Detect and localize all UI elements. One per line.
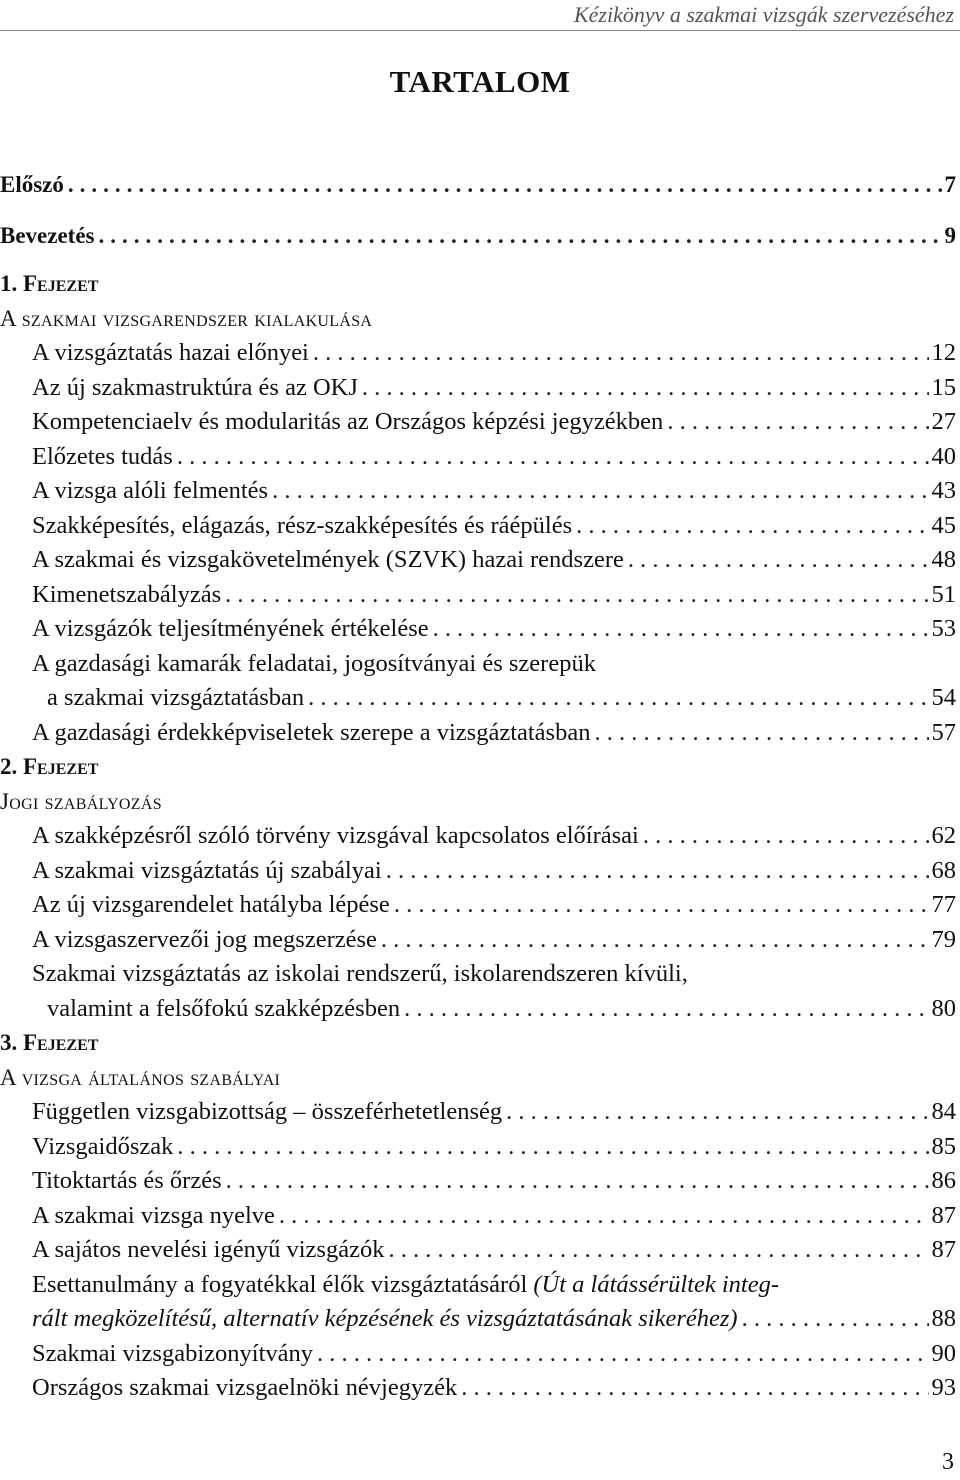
toc-entry[interactable] bbox=[0, 578, 956, 613]
toc-entry[interactable] bbox=[0, 371, 956, 406]
toc-entry-page: 86 bbox=[931, 1167, 956, 1194]
toc-entry-label-part: Esettanulmány a fogyatékkal élők vizsgáztatásáról bbox=[32, 1270, 528, 1298]
toc-entry-label: Független vizsgabizottság – összeférhetetlenség bbox=[32, 1098, 503, 1125]
toc-entry[interactable] bbox=[0, 509, 956, 544]
toc-entry-page: 68 bbox=[931, 856, 956, 884]
toc-entry-label: a szakmai vizsgáztatásban bbox=[47, 684, 305, 711]
dot-leader bbox=[313, 336, 929, 371]
dot-leader bbox=[272, 474, 928, 509]
dot-leader bbox=[628, 543, 929, 578]
toc-entry[interactable] bbox=[0, 1302, 956, 1337]
toc-entry-page: 87 bbox=[931, 1201, 956, 1229]
page-number: 3 bbox=[942, 1449, 954, 1475]
dot-leader bbox=[279, 1199, 929, 1234]
toc-entry-page: 45 bbox=[931, 511, 956, 539]
toc-entry-label: Titoktartás és őrzés bbox=[32, 1167, 222, 1194]
toc-entry-page: 54 bbox=[931, 684, 956, 711]
toc-entry-page: 40 bbox=[931, 442, 956, 470]
toc-entry-label-line1[interactable]: Szakmai vizsgáztatás az iskolai rendszerű, iskolarendszeren kívüli, bbox=[32, 960, 688, 987]
toc-entry[interactable] bbox=[0, 543, 956, 578]
dot-leader bbox=[381, 923, 929, 958]
toc-entry[interactable] bbox=[0, 1095, 956, 1130]
toc-entry-page: 93 bbox=[931, 1374, 956, 1401]
dot-leader bbox=[667, 405, 928, 440]
toc-entry[interactable] bbox=[0, 681, 956, 716]
dot-leader bbox=[225, 578, 928, 613]
toc-entry-page: 62 bbox=[931, 822, 956, 849]
chapter-label: 3. Fejezet bbox=[0, 1030, 99, 1055]
dot-leader bbox=[461, 1371, 928, 1406]
toc-entry-page: 90 bbox=[931, 1339, 956, 1367]
dot-leader bbox=[742, 1302, 929, 1337]
toc-entry-label-line1[interactable]: A gazdasági kamarák feladatai, jogosítványai és szerepük bbox=[32, 649, 596, 677]
toc-entry-label: Kimenetszabályzás bbox=[32, 580, 222, 608]
toc-entry-label: Szakképesítés, elágazás, rész-szakképesítés és ráépülés bbox=[32, 511, 573, 539]
dot-leader bbox=[317, 1337, 929, 1372]
toc-entry-page: 7 bbox=[944, 172, 956, 197]
dot-leader bbox=[394, 888, 929, 923]
toc-entry-label: A szakképzésről szóló törvény vizsgával kapcsolatos előírásai bbox=[32, 822, 639, 849]
toc-entry-label: Bevezetés bbox=[0, 222, 95, 248]
toc-entry-page: 15 bbox=[931, 373, 956, 401]
toc-entry-page: 84 bbox=[931, 1098, 956, 1125]
dot-leader bbox=[68, 168, 942, 203]
dot-leader bbox=[594, 716, 928, 751]
toc-entry-label: Az új vizsgarendelet hatályba lépése bbox=[32, 891, 390, 918]
toc-entry-label: A szakmai vizsgáztatás új szabályai bbox=[32, 856, 382, 884]
toc-entry-label: Szakmai vizsgabizonyítvány bbox=[32, 1339, 313, 1367]
dot-leader bbox=[576, 509, 928, 544]
dot-leader bbox=[177, 440, 929, 475]
toc-entry-page: 77 bbox=[931, 891, 956, 918]
dot-leader bbox=[177, 1130, 928, 1165]
toc-entry-page: 79 bbox=[931, 925, 956, 953]
toc-entry[interactable] bbox=[0, 923, 956, 958]
page-title: TARTALOM bbox=[389, 64, 571, 99]
toc-entry[interactable] bbox=[0, 336, 956, 371]
toc-entry[interactable] bbox=[0, 1371, 956, 1406]
toc-entry[interactable] bbox=[0, 1164, 956, 1199]
toc-entry-page: 53 bbox=[931, 615, 956, 642]
toc-entry[interactable] bbox=[0, 1199, 956, 1234]
toc-entry-page: 80 bbox=[931, 994, 956, 1022]
chapter-heading: A szakmai vizsgarendszer kialakulása bbox=[0, 305, 373, 331]
toc-entry-foreword[interactable] bbox=[0, 168, 956, 203]
toc-entry-label-italic: (Út a látássérültek integ- bbox=[533, 1270, 780, 1298]
toc-entry-page: 85 bbox=[931, 1132, 956, 1160]
toc-entry[interactable] bbox=[0, 888, 956, 923]
toc-entry-label: A gazdasági érdekképviseletek szerepe a vizsgáztatásban bbox=[32, 718, 591, 746]
chapter-heading: Jogi szabályozás bbox=[0, 788, 162, 814]
chapter-label: 2. Fejezet bbox=[0, 754, 99, 779]
toc-entry[interactable] bbox=[0, 405, 956, 440]
chapter-label: 1. Fejezet bbox=[0, 271, 99, 296]
toc-entry-page: 88 bbox=[931, 1305, 956, 1332]
dot-leader bbox=[362, 371, 929, 406]
toc-entry[interactable] bbox=[0, 1337, 956, 1372]
toc-entry-page: 12 bbox=[931, 339, 956, 366]
table-of-contents bbox=[0, 168, 956, 1406]
toc-entry-label: A sajátos nevelési igényű vizsgázók bbox=[32, 1236, 385, 1263]
toc-entry-page: 87 bbox=[931, 1236, 956, 1263]
chapter-heading: A vizsga általános szabályai bbox=[0, 1064, 281, 1090]
toc-entry-label: Országos szakmai vizsgaelnöki névjegyzék bbox=[32, 1374, 458, 1401]
toc-entry-label: A szakmai vizsga nyelve bbox=[32, 1201, 275, 1229]
toc-entry-label: A vizsgáztatás hazai előnyei bbox=[32, 339, 309, 366]
dot-leader bbox=[643, 819, 929, 854]
toc-entry[interactable] bbox=[0, 992, 956, 1027]
toc-entry-page: 27 bbox=[931, 408, 956, 435]
dot-leader bbox=[404, 992, 928, 1027]
toc-entry-page: 48 bbox=[931, 546, 956, 573]
toc-entry-page: 57 bbox=[931, 718, 956, 746]
toc-entry-label: Az új szakmastruktúra és az OKJ bbox=[32, 373, 358, 401]
dot-leader bbox=[433, 612, 929, 647]
header-rule bbox=[0, 30, 960, 31]
toc-entry-label: Kompetenciaelv és modularitás az Országos képzési jegyzékben bbox=[32, 408, 664, 435]
toc-entry-label: A szakmai és vizsgakövetelmények (SZVK) hazai rendszere bbox=[32, 546, 624, 573]
dot-leader bbox=[388, 1233, 928, 1268]
toc-entry-introduction[interactable] bbox=[0, 219, 956, 254]
toc-entry-label: Előszó bbox=[0, 172, 64, 197]
toc-entry-label: valamint a felsőfokú szakképzésben bbox=[47, 994, 401, 1022]
toc-entry-page: 51 bbox=[931, 580, 956, 608]
toc-entry-label: rált megközelítésű, alternatív képzésének és vizsgáztatásának sikeréhez) bbox=[32, 1305, 738, 1332]
toc-entry-page: 43 bbox=[931, 477, 956, 504]
toc-entry[interactable] bbox=[0, 474, 956, 509]
toc-entry[interactable] bbox=[0, 612, 956, 647]
toc-entry-page: 9 bbox=[944, 222, 956, 248]
toc-entry-label-line1[interactable] bbox=[0, 1268, 956, 1303]
toc-entry[interactable] bbox=[0, 716, 956, 751]
dot-leader bbox=[99, 219, 942, 254]
toc-entry-label: Előzetes tudás bbox=[32, 442, 173, 470]
dot-leader bbox=[226, 1164, 929, 1199]
toc-entry[interactable] bbox=[0, 1233, 956, 1268]
dot-leader bbox=[308, 681, 928, 716]
dot-leader bbox=[506, 1095, 928, 1130]
toc-entry[interactable] bbox=[0, 854, 956, 889]
toc-entry-label: Vizsgaidőszak bbox=[32, 1132, 174, 1160]
running-header: Kézikönyv a szakmai vizsgák szervezéséhez bbox=[573, 2, 954, 27]
toc-entry-label: A vizsgaszervezői jog megszerzése bbox=[32, 925, 377, 953]
toc-entry[interactable] bbox=[0, 440, 956, 475]
dot-leader bbox=[386, 854, 929, 889]
toc-entry[interactable] bbox=[0, 1130, 956, 1165]
toc-entry-label: A vizsgázók teljesítményének értékelése bbox=[32, 615, 429, 642]
toc-entry-label: A vizsga alóli felmentés bbox=[32, 477, 269, 504]
toc-entry[interactable] bbox=[0, 819, 956, 854]
